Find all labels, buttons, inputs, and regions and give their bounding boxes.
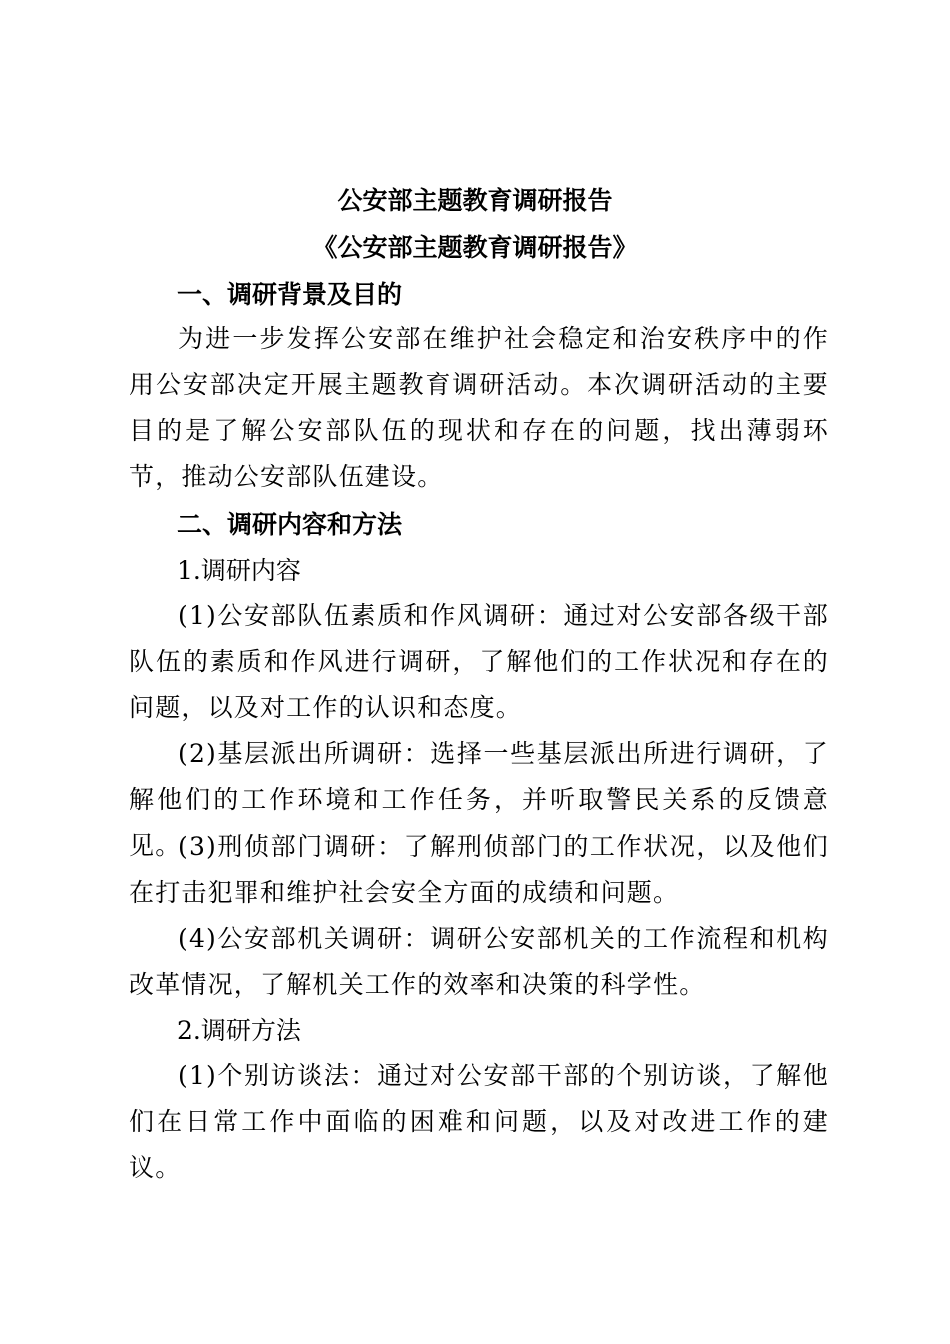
list-item-content-4: (4)公安部机关调研：调研公安部机关的工作流程和机构改革情况，了解机关工作的效率和决策的科学性。: [129, 924, 829, 999]
document-subtitle: 《公安部主题教育调研报告》: [312, 233, 638, 262]
document-title: 公安部主题教育调研报告: [337, 186, 613, 215]
list-item-content-2: (2)基层派出所调研：选择一些基层派出所进行调研，了解他们的工作环境和工作任务，并听取警民关系的反馈意见。: [129, 739, 829, 860]
section-heading-content-method: 二、调研内容和方法: [177, 510, 403, 539]
subheading-method: 2.调研方法: [177, 1016, 301, 1045]
list-item-content-3: (3)刑侦部门调研：了解刑侦部门的工作状况，以及他们在打击犯罪和维护社会安全方面的成绩和问题。: [129, 832, 829, 907]
section-heading-background: 一、调研背景及目的: [177, 280, 403, 309]
list-item-content-1: (1)公安部队伍素质和作风调研：通过对公安部各级干部队伍的素质和作风进行调研，了解他们的工作状况和存在的问题，以及对工作的认识和态度。: [129, 601, 829, 722]
subheading-content: 1.调研内容: [177, 556, 301, 585]
list-item-method-1: (1)个别访谈法：通过对公安部干部的个别访谈，了解他们在日常工作中面临的困难和问题，以及对改进工作的建议。: [129, 1061, 829, 1182]
paragraph-background: 为进一步发挥公安部在维护社会稳定和治安秩序中的作用公安部决定开展主题教育调研活动。本次调研活动的主要目的是了解公安部队伍的现状和存在的问题，找出薄弱环节，推动公安部队伍建设。: [129, 324, 829, 491]
